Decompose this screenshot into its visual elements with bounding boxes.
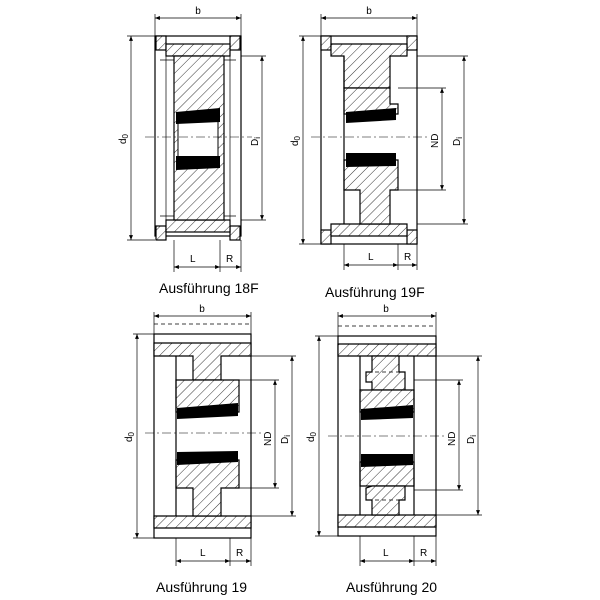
dim-di: $D_i$	[452, 136, 464, 146]
dim-nd: ND	[263, 431, 274, 446]
bush-key-bottom	[361, 454, 413, 467]
dim-nd: ND	[430, 133, 441, 148]
rim-top	[166, 44, 230, 56]
dim-di: $D_i$	[250, 136, 262, 146]
bush-key-bottom	[176, 156, 220, 170]
figure-ausfuehrung-18f	[118, 6, 266, 296]
rim-bottom	[331, 224, 407, 236]
caption-20: Ausführung 20	[346, 579, 438, 595]
flange-top-left	[321, 36, 331, 50]
dim-di: $D_i$	[466, 434, 478, 444]
caption-19: Ausführung 19	[156, 579, 248, 595]
caption-19f: Ausführung 19F	[325, 284, 425, 300]
figure-ausfuehrung-19f	[290, 6, 468, 300]
dim-L: L	[190, 254, 196, 265]
hub-bottom	[176, 460, 239, 516]
dim-R: R	[404, 252, 412, 263]
figure-ausfuehrung-19	[124, 304, 296, 595]
hub-bottom	[344, 160, 398, 224]
caption-18f: Ausführung 18F	[159, 280, 259, 296]
dim-R: R	[236, 548, 244, 559]
dim-R: R	[420, 548, 428, 559]
web-bottom	[366, 486, 405, 515]
rim-bottom	[338, 515, 436, 527]
dim-b: b	[199, 304, 205, 315]
rim-top	[338, 344, 436, 356]
dim-di: $D_i$	[280, 434, 292, 444]
rim-bottom	[166, 220, 230, 232]
dim-nd: ND	[447, 431, 458, 446]
dim-d0: $d_0$	[306, 431, 318, 442]
rim-bottom	[154, 516, 251, 528]
dim-L: L	[200, 548, 206, 559]
dim-R: R	[226, 254, 234, 265]
rim-web-top	[154, 343, 251, 380]
web-top	[366, 356, 405, 390]
dim-b: b	[366, 6, 372, 17]
dim-b: b	[383, 304, 389, 315]
bush-key-bottom	[346, 153, 396, 167]
flange-top-right	[230, 36, 240, 50]
flange-top-right	[407, 36, 417, 50]
figure-ausfuehrung-20	[306, 304, 482, 595]
rim-web-top	[331, 44, 407, 88]
flange-bottom-left	[321, 230, 331, 244]
dim-b: b	[195, 6, 201, 17]
flange-bottom-left	[156, 226, 166, 240]
dim-L: L	[368, 252, 374, 263]
dim-d0: $d_0$	[124, 431, 136, 442]
dim-L: L	[383, 548, 389, 559]
flange-bottom-right	[230, 226, 240, 240]
dim-d0: $d_0$	[118, 133, 130, 144]
flange-top-left	[156, 36, 166, 50]
dim-d0: $d_0$	[290, 135, 302, 146]
flange-bottom-right	[407, 230, 417, 244]
